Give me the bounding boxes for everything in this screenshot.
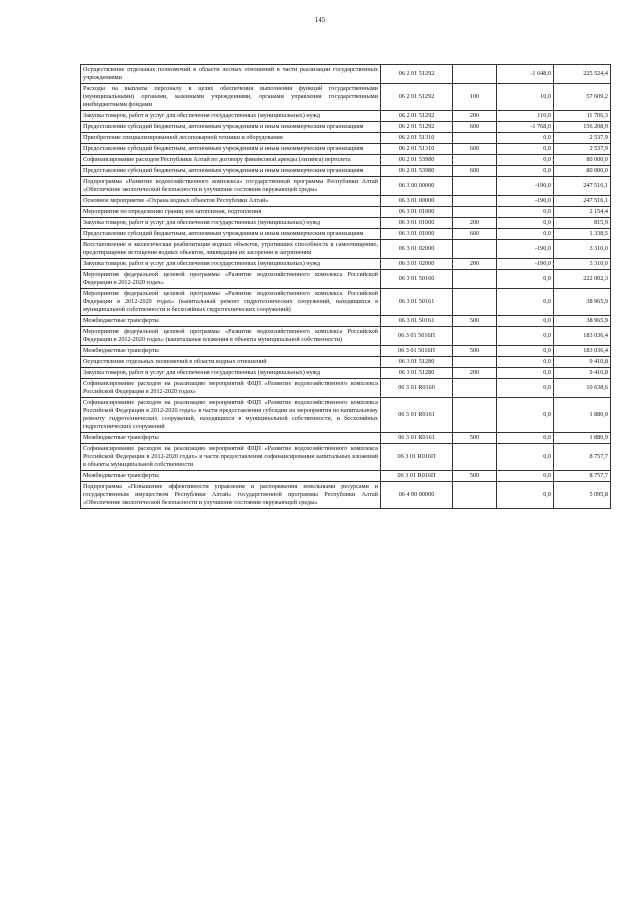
expense-name-cell: Предоставление субсидий бюджетным, автономным учреждениям и иным некоммерческим организациям <box>81 122 381 133</box>
expense-type-code-cell <box>453 289 497 316</box>
table-row <box>81 196 611 207</box>
change-amount-cell: 0,0 <box>497 398 554 433</box>
table-row <box>81 155 611 166</box>
table-row <box>81 122 611 133</box>
table-row <box>81 133 611 144</box>
change-amount-cell: -190,0 <box>497 196 554 207</box>
expense-type-code-cell: 200 <box>453 218 497 229</box>
total-amount-cell: 80 000,0 <box>554 166 611 177</box>
expense-type-code-cell: 200 <box>453 259 497 270</box>
budget-table-body <box>81 65 611 509</box>
change-amount-cell: 0,0 <box>497 471 554 482</box>
change-amount-cell: 0,0 <box>497 316 554 327</box>
target-article-code-cell: 06 3 01 02000 <box>381 240 453 259</box>
target-article-code-cell: 06 4 00 00000 <box>381 482 453 509</box>
change-amount-cell: 0,0 <box>497 229 554 240</box>
change-amount-cell: 0,0 <box>497 289 554 316</box>
target-article-code-cell: 06 3 01 R016П <box>381 471 453 482</box>
total-amount-cell: 2 154,4 <box>554 207 611 218</box>
expense-type-code-cell <box>453 482 497 509</box>
expense-type-code-cell <box>453 270 497 289</box>
expense-name-cell: Закупка товаров, работ и услуг для обеспечения государственных (муниципальных) нужд <box>81 111 381 122</box>
target-article-code-cell: 06 3 01 50160 <box>381 270 453 289</box>
total-amount-cell: 57 609,2 <box>554 84 611 111</box>
total-amount-cell: 1 880,9 <box>554 433 611 444</box>
table-row <box>81 111 611 122</box>
expense-type-code-cell <box>453 357 497 368</box>
expense-name-cell: Приобретение специализированной лесопожарной техники и оборудования <box>81 133 381 144</box>
total-amount-cell: 183 036,4 <box>554 327 611 346</box>
total-amount-cell: 8 757,7 <box>554 444 611 471</box>
expense-name-cell: Софинансирование расходов на реализацию мероприятий ФЦП «Развитие водохозяйственного комплекса Российской Федерации в 2012-2020 годах» <box>81 379 381 398</box>
expense-name-cell: Мероприятия по определению границ зон затопления, подтопления <box>81 207 381 218</box>
expense-name-cell: Восстановление и экологическая реабилитация водных объектов, утративших способность к самоочищению, предотвращение истощения водных объектов, ликвидация их засорения и загрязнения <box>81 240 381 259</box>
total-amount-cell: 1 338,5 <box>554 229 611 240</box>
change-amount-cell: 0,0 <box>497 444 554 471</box>
change-amount-cell: 0,0 <box>497 218 554 229</box>
expense-name-cell: Подпрограмма «Повышение эффективности управления и распоряжения земельными ресурсами и государственным имуществом Республики Алтай» государственной программы Республики Алтай «Обеспечение экологической безопасности и улучшение состояния окружающей среды» <box>81 482 381 509</box>
target-article-code-cell: 06 3 01 50161 <box>381 316 453 327</box>
expense-name-cell: Закупка товаров, работ и услуг для обеспечения государственных (муниципальных) нужд <box>81 368 381 379</box>
expense-type-code-cell: 600 <box>453 122 497 133</box>
change-amount-cell: -190,0 <box>497 177 554 196</box>
expense-type-code-cell: 500 <box>453 316 497 327</box>
target-article-code-cell: 06 2 01 51310 <box>381 133 453 144</box>
expense-name-cell: Мероприятия федеральной целевой программы «Развитие водохозяйственного комплекса Российской Федерации в 2012-2020 годах» (капитальный ремонт гидротехнических сооружений, находящихся в муниципальной собственности и бесхозяйных гидротехнических сооружений) <box>81 289 381 316</box>
table-row <box>81 240 611 259</box>
total-amount-cell: 8 757,7 <box>554 471 611 482</box>
target-article-code-cell: 06 3 01 50161 <box>381 289 453 316</box>
target-article-code-cell: 06 3 01 51280 <box>381 368 453 379</box>
expense-name-cell: Софинансирование расходов Республики Алтай по договору финансовой аренды (лизинга) вертолета <box>81 155 381 166</box>
target-article-code-cell: 06 3 01 R0160 <box>381 379 453 398</box>
change-amount-cell: -1 648,0 <box>497 65 554 84</box>
table-row <box>81 144 611 155</box>
table-row <box>81 229 611 240</box>
table-row <box>81 177 611 196</box>
change-amount-cell: 0,0 <box>497 357 554 368</box>
expense-type-code-cell: 500 <box>453 433 497 444</box>
target-article-code-cell: 06 2 01 51292 <box>381 84 453 111</box>
expense-type-code-cell: 600 <box>453 166 497 177</box>
target-article-code-cell: 06 3 00 00000 <box>381 177 453 196</box>
table-row <box>81 316 611 327</box>
budget-table <box>80 64 611 509</box>
total-amount-cell: 156 208,9 <box>554 122 611 133</box>
expense-type-code-cell: 100 <box>453 84 497 111</box>
target-article-code-cell: 06 3 01 01000 <box>381 218 453 229</box>
table-row <box>81 482 611 509</box>
expense-type-code-cell <box>453 155 497 166</box>
target-article-code-cell: 06 2 01 51292 <box>381 122 453 133</box>
table-row <box>81 368 611 379</box>
target-article-code-cell: 06 3 01 5016П <box>381 346 453 357</box>
total-amount-cell: 815,9 <box>554 218 611 229</box>
table-row <box>81 270 611 289</box>
target-article-code-cell: 06 2 01 51292 <box>381 111 453 122</box>
total-amount-cell: 2 537,9 <box>554 144 611 155</box>
expense-name-cell: Межбюджетные трансферты <box>81 433 381 444</box>
total-amount-cell: 1 880,9 <box>554 398 611 433</box>
expense-type-code-cell <box>453 327 497 346</box>
change-amount-cell: 0,0 <box>497 207 554 218</box>
total-amount-cell: 222 002,3 <box>554 270 611 289</box>
table-row <box>81 444 611 471</box>
table-row <box>81 207 611 218</box>
expense-type-code-cell: 200 <box>453 368 497 379</box>
total-amount-cell: 10 638,6 <box>554 379 611 398</box>
expense-type-code-cell: 200 <box>453 111 497 122</box>
expense-type-code-cell <box>453 444 497 471</box>
total-amount-cell: 9 410,8 <box>554 357 611 368</box>
table-row <box>81 357 611 368</box>
total-amount-cell: 38 965,9 <box>554 289 611 316</box>
table-row <box>81 84 611 111</box>
target-article-code-cell: 06 3 01 R016П <box>381 444 453 471</box>
change-amount-cell: 0,0 <box>497 166 554 177</box>
target-article-code-cell: 06 2 01 51292 <box>381 65 453 84</box>
change-amount-cell: 110,0 <box>497 111 554 122</box>
target-article-code-cell: 06 2 01 51310 <box>381 144 453 155</box>
expense-name-cell: Мероприятия федеральной целевой программы «Развитие водохозяйственного комплекса Российской Федерации в 2012-2020 годах» (капитальные вложения в объекты муниципальной собственности) <box>81 327 381 346</box>
target-article-code-cell: 06 3 01 51280 <box>381 357 453 368</box>
total-amount-cell: 2 537,9 <box>554 133 611 144</box>
expense-name-cell: Подпрограмма «Развитие водохозяйственного комплекса» государственной программы Республики Алтай «Обеспечение экологической безопасности и улучшение состояния окружающей среды» <box>81 177 381 196</box>
expense-type-code-cell <box>453 379 497 398</box>
expense-type-code-cell <box>453 240 497 259</box>
expense-name-cell: Межбюджетные трансферты <box>81 471 381 482</box>
total-amount-cell: 9 410,8 <box>554 368 611 379</box>
table-row <box>81 259 611 270</box>
table-row <box>81 289 611 316</box>
expense-type-code-cell <box>453 398 497 433</box>
change-amount-cell: 0,0 <box>497 346 554 357</box>
expense-name-cell: Основное мероприятие «Охрана водных объектов Республики Алтай» <box>81 196 381 207</box>
expense-name-cell: Осуществление отдельных полномочий в области лесных отношений в части реализации государственных учреждениями <box>81 65 381 84</box>
expense-name-cell: Предоставление субсидий бюджетным, автономным учреждениям и иным некоммерческим организациям <box>81 229 381 240</box>
table-row <box>81 218 611 229</box>
total-amount-cell: 5 095,8 <box>554 482 611 509</box>
expense-type-code-cell: 500 <box>453 346 497 357</box>
expense-type-code-cell: 500 <box>453 471 497 482</box>
change-amount-cell: -190,0 <box>497 259 554 270</box>
expense-type-code-cell <box>453 133 497 144</box>
change-amount-cell: 0,0 <box>497 144 554 155</box>
target-article-code-cell: 06 3 01 01000 <box>381 229 453 240</box>
change-amount-cell: 0,0 <box>497 270 554 289</box>
target-article-code-cell: 06 2 01 53980 <box>381 155 453 166</box>
table-row <box>81 379 611 398</box>
total-amount-cell: 225 524,4 <box>554 65 611 84</box>
total-amount-cell: 11 706,3 <box>554 111 611 122</box>
expense-name-cell: Осуществление отдельных полномочий в области водных отношений <box>81 357 381 368</box>
expense-name-cell: Закупка товаров, работ и услуг для обеспечения государственных (муниципальных) нужд <box>81 218 381 229</box>
expense-type-code-cell <box>453 196 497 207</box>
expense-name-cell: Предоставление субсидий бюджетным, автономным учреждениям и иным некоммерческим организациям <box>81 144 381 155</box>
expense-name-cell: Межбюджетные трансферты <box>81 316 381 327</box>
total-amount-cell: 38 965,9 <box>554 316 611 327</box>
change-amount-cell: 0,0 <box>497 133 554 144</box>
total-amount-cell: 183 036,4 <box>554 346 611 357</box>
expense-type-code-cell <box>453 207 497 218</box>
target-article-code-cell: 06 3 01 00000 <box>381 196 453 207</box>
change-amount-cell: 10,0 <box>497 84 554 111</box>
change-amount-cell: 0,0 <box>497 327 554 346</box>
target-article-code-cell: 06 3 01 R0161 <box>381 433 453 444</box>
change-amount-cell: 0,0 <box>497 155 554 166</box>
page-number: 145 <box>314 16 326 24</box>
total-amount-cell: 80 000,0 <box>554 155 611 166</box>
expense-name-cell: Межбюджетные трансферты <box>81 346 381 357</box>
change-amount-cell: 0,0 <box>497 379 554 398</box>
change-amount-cell: -190,0 <box>497 240 554 259</box>
change-amount-cell: 0,0 <box>497 482 554 509</box>
expense-type-code-cell <box>453 65 497 84</box>
total-amount-cell: 247 516,1 <box>554 177 611 196</box>
expense-name-cell: Закупка товаров, работ и услуг для обеспечения государственных (муниципальных) нужд <box>81 259 381 270</box>
target-article-code-cell: 06 3 01 R0161 <box>381 398 453 433</box>
table-row <box>81 327 611 346</box>
change-amount-cell: 0,0 <box>497 368 554 379</box>
target-article-code-cell: 06 3 01 01000 <box>381 207 453 218</box>
total-amount-cell: 3 310,0 <box>554 259 611 270</box>
expense-type-code-cell: 600 <box>453 144 497 155</box>
expense-name-cell: Софинансирование расходов на реализацию мероприятий ФЦП «Развитие водохозяйственного комплекса Российской Федерации в 2012-2020 годах» в части предоставления софинансирования капитальных вложений в объекты муниципальной собственности <box>81 444 381 471</box>
expense-name-cell: Софинансирование расходов на реализацию мероприятий ФЦП «Развитие водохозяйственного комплекса Российской Федерации в 2012-2020 годах» в части предоставления субсидии на мероприятия по капитальному ремонту гидротехнических сооружений, находящихся в муниципальной собственности, и бесхозяйных гидротехнических сооружений <box>81 398 381 433</box>
table-row <box>81 346 611 357</box>
table-row <box>81 65 611 84</box>
table-row <box>81 433 611 444</box>
expense-name-cell: Расходы на выплаты персоналу в целях обеспечения выполнения функций государственными (муниципальными) органами, казенными учреждениями, органами управления государственными внебюджетными фондами <box>81 84 381 111</box>
target-article-code-cell: 06 3 01 5016П <box>381 327 453 346</box>
expense-type-code-cell: 600 <box>453 229 497 240</box>
table-row <box>81 471 611 482</box>
expense-name-cell: Предоставление субсидий бюджетным, автономным учреждениям и иным некоммерческим организациям <box>81 166 381 177</box>
total-amount-cell: 247 516,1 <box>554 196 611 207</box>
change-amount-cell: -1 768,0 <box>497 122 554 133</box>
target-article-code-cell: 06 2 01 53980 <box>381 166 453 177</box>
total-amount-cell: 3 310,0 <box>554 240 611 259</box>
table-row <box>81 166 611 177</box>
change-amount-cell: 0,0 <box>497 433 554 444</box>
expense-name-cell: Мероприятия федеральной целевой программы «Развитие водохозяйственного комплекса Российской Федерации в 2012-2020 годах» <box>81 270 381 289</box>
table-row <box>81 398 611 433</box>
expense-type-code-cell <box>453 177 497 196</box>
target-article-code-cell: 06 3 01 02000 <box>381 259 453 270</box>
